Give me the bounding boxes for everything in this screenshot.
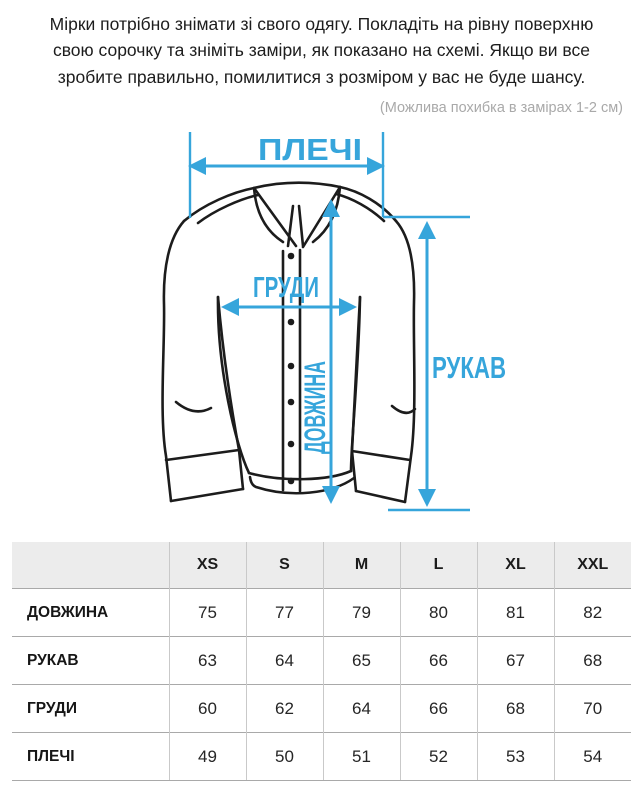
size-value: 79 <box>323 589 400 637</box>
size-value: 53 <box>477 733 554 781</box>
size-value: 75 <box>169 589 246 637</box>
column-header-xs: XS <box>169 542 246 589</box>
column-header-m: M <box>323 542 400 589</box>
sleeve-label: РУКАВ <box>432 349 506 385</box>
size-value: 52 <box>400 733 477 781</box>
size-value: 64 <box>323 685 400 733</box>
column-header-s: S <box>246 542 323 589</box>
shirt-measurement-diagram <box>0 129 643 534</box>
size-value: 63 <box>169 637 246 685</box>
size-value: 49 <box>169 733 246 781</box>
table-row-shoulders <box>12 733 631 781</box>
size-value: 82 <box>554 589 631 637</box>
row-label: ДОВЖИНА <box>12 589 169 637</box>
corner-cell <box>12 542 169 589</box>
size-value: 62 <box>246 685 323 733</box>
size-value: 65 <box>323 637 400 685</box>
table-row-chest <box>12 685 631 733</box>
size-value: 80 <box>400 589 477 637</box>
size-value: 68 <box>477 685 554 733</box>
size-value: 66 <box>400 637 477 685</box>
tolerance-note: (Можлива похибка в замірах 1-2 см) <box>379 99 623 116</box>
size-value: 50 <box>246 733 323 781</box>
size-value: 67 <box>477 637 554 685</box>
row-label: ГРУДИ <box>12 685 169 733</box>
size-table <box>12 542 631 782</box>
intro-text: Мірки потрібно знімати зі свого одягу. Покладіть на рівну поверхню свою сорочку та зніміть заміри, як показано на схемі. Якщо ви все зробите правильно, помилитися з розміром у вас не буде шансу. <box>49 14 594 87</box>
size-value: 68 <box>554 637 631 685</box>
size-value: 60 <box>169 685 246 733</box>
table-row-sleeve <box>12 637 631 685</box>
column-header-xl: XL <box>477 542 554 589</box>
size-value: 51 <box>323 733 400 781</box>
row-label: РУКАВ <box>12 637 169 685</box>
column-header-xxl: XXL <box>554 542 631 589</box>
row-label: ПЛЕЧІ <box>12 733 169 781</box>
size-value: 77 <box>246 589 323 637</box>
shirt-outline <box>163 182 415 501</box>
shoulders-label: ПЛЕЧІ <box>258 131 362 167</box>
size-value: 66 <box>400 685 477 733</box>
chest-label: ГРУДИ <box>253 271 319 304</box>
size-value: 81 <box>477 589 554 637</box>
table-row-length <box>12 589 631 637</box>
size-value: 64 <box>246 637 323 685</box>
column-header-l: L <box>400 542 477 589</box>
size-table-header-row <box>12 542 631 589</box>
size-value: 54 <box>554 733 631 781</box>
size-value: 70 <box>554 685 631 733</box>
length-label: ДОВЖИНА <box>299 296 332 454</box>
